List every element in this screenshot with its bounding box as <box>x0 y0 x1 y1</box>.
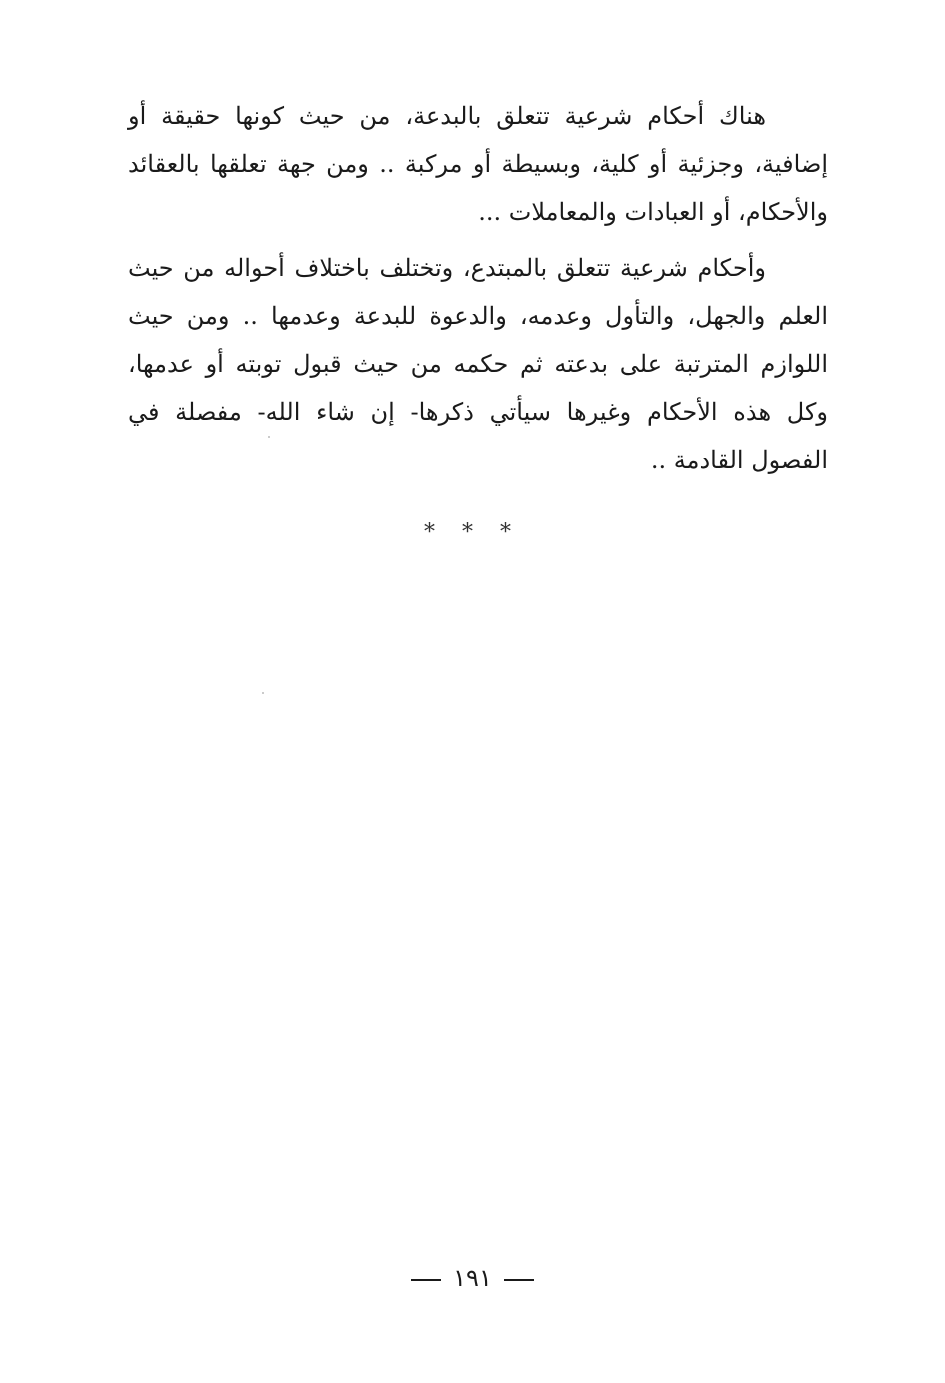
page-footer <box>0 1264 945 1292</box>
scan-speck <box>262 692 264 694</box>
body-text <box>128 92 828 484</box>
section-separator: * * * <box>424 520 521 545</box>
page-number: ١٩١ <box>453 1264 492 1292</box>
paragraph-1: هناك أحكام شرعية تتعلق بالبدعة، من حيث كونها حقيقة أو إضافية، وجزئية أو كلية، وبسيطة أو مركبة .. ومن جهة تعلقها بالعقائد والأحكام، أو العبادات والمعاملات ... <box>128 102 829 226</box>
footer-dash-right <box>504 1279 534 1281</box>
footer-dash-left <box>411 1279 441 1281</box>
scan-speck <box>268 436 270 438</box>
paragraph-2: وأحكام شرعية تتعلق بالمبتدع، وتختلف باختلاف أحواله من حيث العلم والجهل، والتأول وعدمه، والدعوة للبدعة وعدمها .. ومن حيث اللوازم المترتبة على بدعته ثم حكمه من حيث قبول توبته أو عدمها، وكل هذه الأحكام وغيرها سيأتي ذكرها- إن شاء الله- مفصلة في الفصول القادمة .. <box>128 254 828 474</box>
